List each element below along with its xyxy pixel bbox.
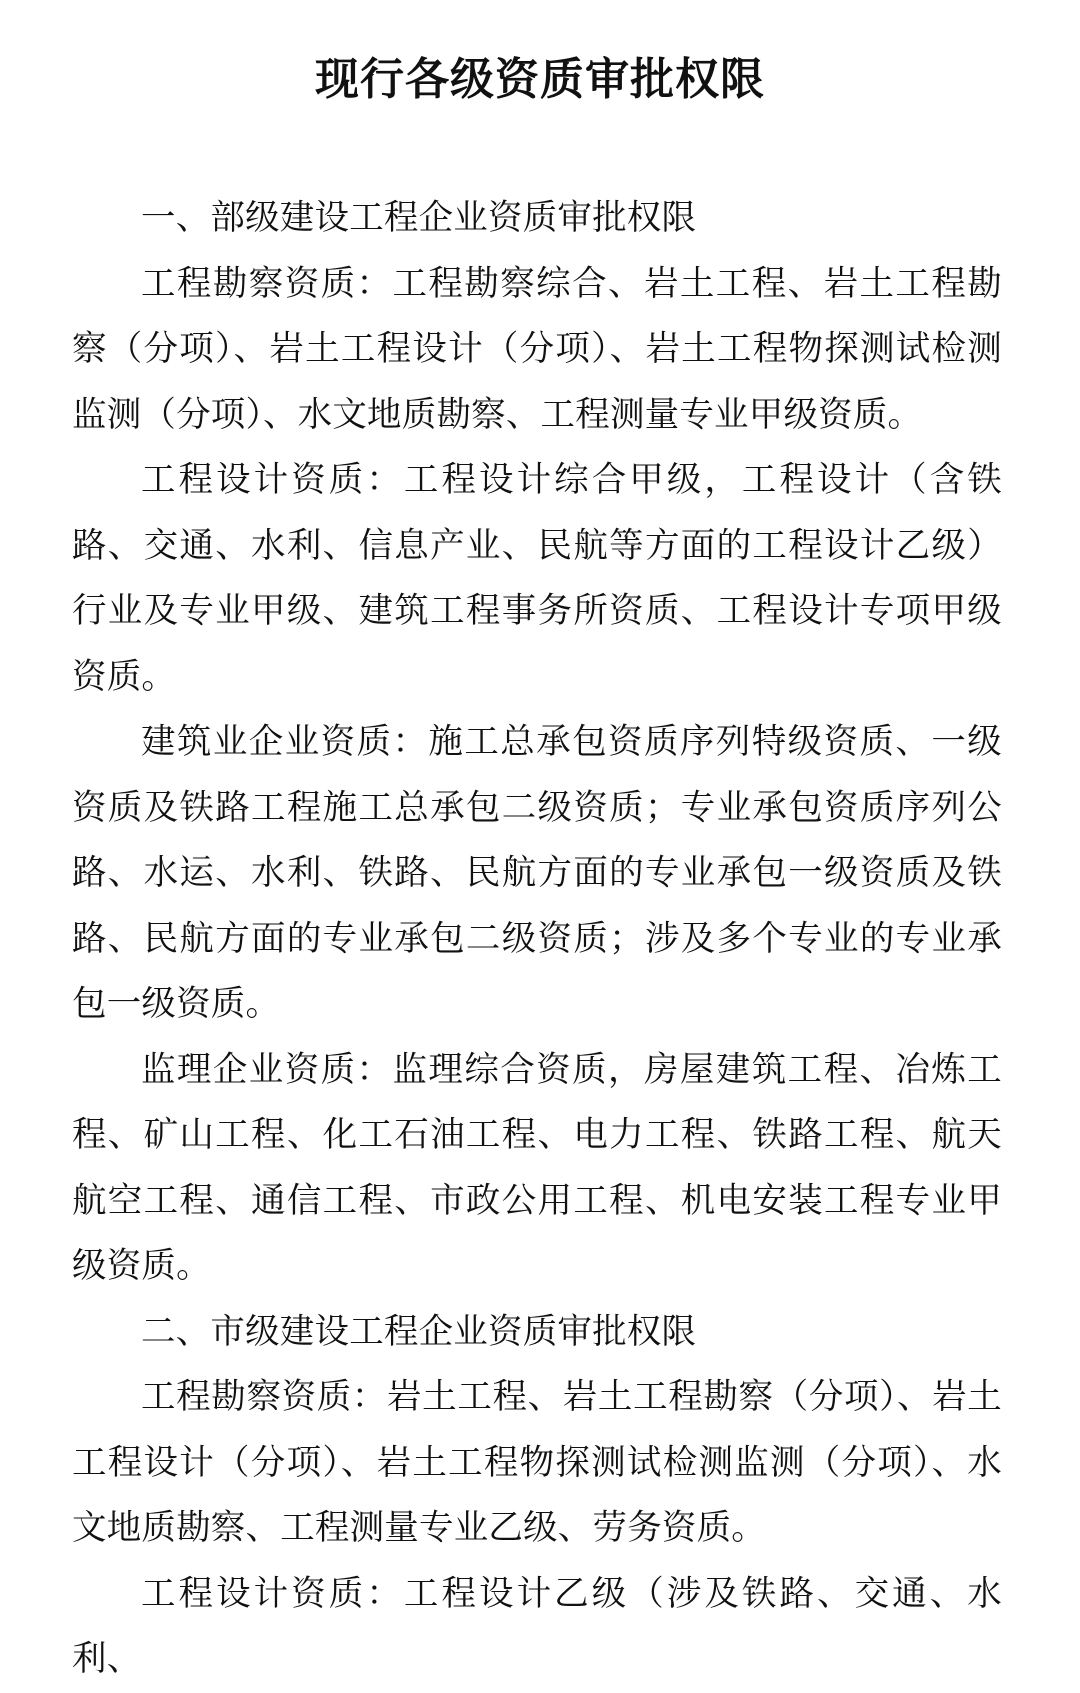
paragraph-construction-qualification-1: 建筑业企业资质：施工总承包资质序列特级资质、一级资质及铁路工程施工总承包二级资质；专业承包资质序列公路、水运、水利、铁路、民航方面的专业承包一级资质及铁路、民航方面的专业承包二级资质；涉及多个专业的专业承包一级资质。 [72, 722, 1002, 1024]
document-title: 现行各级资质审批权限 [315, 54, 765, 105]
document-body [72, 186, 1002, 1693]
section-heading-2: 二、市级建设工程企业资质审批权限 [141, 1311, 697, 1352]
paragraph-design-qualification-1: 工程设计资质：工程设计综合甲级，工程设计（含铁路、交通、水利、信息产业、民航等方面的工程设计乙级）行业及专业甲级、建筑工程事务所资质、工程设计专项甲级资质。 [72, 460, 1002, 697]
paragraph-supervision-qualification-1: 监理企业资质：监理综合资质，房屋建筑工程、冶炼工程、矿山工程、化工石油工程、电力工程、铁路工程、航天航空工程、通信工程、市政公用工程、机电安装工程专业甲级资质。 [72, 1049, 1002, 1286]
section-heading-1: 一、部级建设工程企业资质审批权限 [141, 198, 697, 238]
paragraph-survey-qualification-1: 工程勘察资质：工程勘察综合、岩土工程、岩土工程勘察（分项）、岩土工程设计（分项）、岩土工程物探测试检测监测（分项）、水文地质勘察、工程测量专业甲级资质。 [72, 263, 1002, 435]
paragraph-design-qualification-2: 工程设计资质：工程设计乙级（涉及铁路、交通、水利、 [72, 1573, 1002, 1679]
paragraph-survey-qualification-2: 工程勘察资质：岩土工程、岩土工程勘察（分项）、岩土工程设计（分项）、岩土工程物探测试检测监测（分项）、水文地质勘察、工程测量专业乙级、劳务资质。 [72, 1377, 1002, 1548]
